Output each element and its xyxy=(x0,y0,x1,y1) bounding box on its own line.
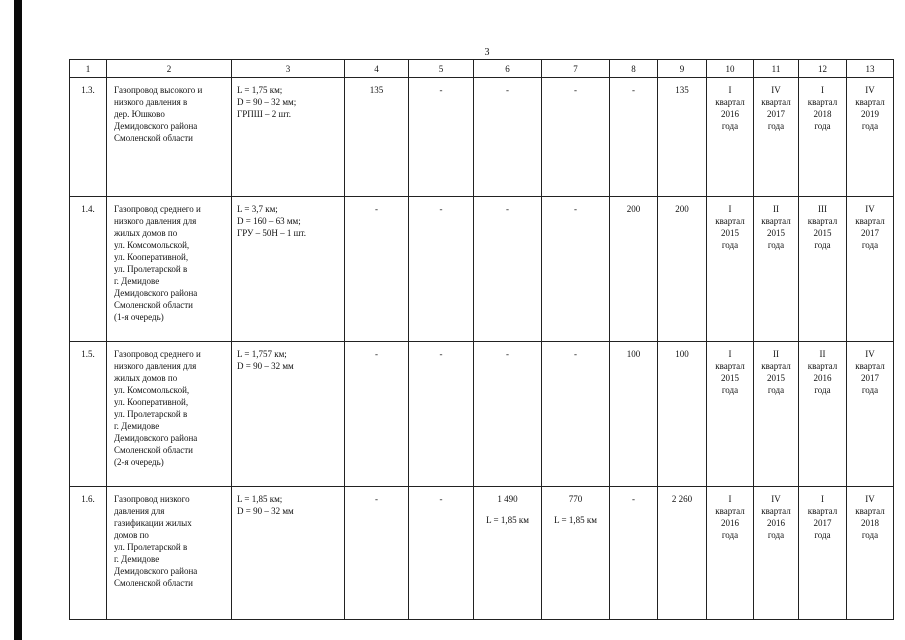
schedule-line: квартал xyxy=(855,361,885,371)
object-name-line: Смоленской области xyxy=(114,133,193,143)
schedule-line: квартал xyxy=(855,506,885,516)
value-cell-c7 xyxy=(542,342,610,487)
row-number: 1.4. xyxy=(70,197,107,342)
object-name-line: низкого давления для xyxy=(114,361,197,371)
object-name-line: Смоленской области xyxy=(114,300,193,310)
schedule-line: 2017 xyxy=(861,373,879,383)
header-cell: 10 xyxy=(707,60,754,78)
parameter-line: L = 1,757 км; xyxy=(237,349,287,359)
object-name-line: жилых домов по xyxy=(114,228,178,238)
object-name-line: Смоленской области xyxy=(114,445,193,455)
schedule-line: года xyxy=(861,121,879,131)
schedule-line: квартал xyxy=(715,216,745,226)
object-parameters xyxy=(232,342,345,487)
schedule-line: года xyxy=(861,385,879,395)
value-cell-c4: - xyxy=(345,197,409,342)
value-cell-c9: 200 xyxy=(658,197,707,342)
value-line: 1 490 xyxy=(497,494,518,504)
object-name-line: Демидовского района xyxy=(114,121,198,131)
header-cell: 8 xyxy=(610,60,658,78)
parameter-line: L = 3,7 км; xyxy=(237,204,278,214)
value-cell-c7 xyxy=(542,197,610,342)
value-cell-c8: 100 xyxy=(610,342,658,487)
schedule-line: 2015 xyxy=(721,373,739,383)
object-name-line: Смоленской области xyxy=(114,578,193,588)
object-name-line: ул. Кооперативной, xyxy=(114,252,189,262)
schedule-line: года xyxy=(861,530,879,540)
schedule-line: II xyxy=(773,204,779,214)
value-cell-c9: 135 xyxy=(658,78,707,197)
schedule-line: года xyxy=(721,240,739,250)
value-cell-c4: 135 xyxy=(345,78,409,197)
schedule-line: III xyxy=(818,204,827,214)
object-name-line: Демидовского района xyxy=(114,433,198,443)
value-cell-c7 xyxy=(542,487,610,620)
schedule-line: квартал xyxy=(807,361,838,371)
schedule-line: IV xyxy=(865,349,875,359)
schedule-line: года xyxy=(861,240,879,250)
schedule-line: II xyxy=(773,349,779,359)
value-line: - xyxy=(506,349,509,359)
schedule-line: квартал xyxy=(855,97,885,107)
value-cell-c8: 200 xyxy=(610,197,658,342)
schedule-line: IV xyxy=(865,85,875,95)
object-name-line: низкого давления в xyxy=(114,97,188,107)
schedule-line: 2015 xyxy=(767,373,785,383)
header-cell: 6 xyxy=(474,60,542,78)
table-row xyxy=(70,78,894,197)
object-name xyxy=(107,78,232,197)
schedule-line: года xyxy=(814,530,831,540)
row-number: 1.5. xyxy=(70,342,107,487)
schedule-line: квартал xyxy=(715,97,745,107)
table-row xyxy=(70,487,894,620)
schedule-cell-q10 xyxy=(707,487,754,620)
schedule-line: IV xyxy=(865,494,875,504)
schedule-cell-q13 xyxy=(847,487,894,620)
header-cell: 1 xyxy=(70,60,107,78)
schedule-line: года xyxy=(721,121,739,131)
schedule-line: 2016 xyxy=(721,109,739,119)
table-row xyxy=(70,197,894,342)
schedule-line: 2015 xyxy=(813,228,832,238)
value-cell-c8: - xyxy=(610,487,658,620)
object-name-line: давления для xyxy=(114,506,165,516)
schedule-line: I xyxy=(821,85,824,95)
schedule-line: I xyxy=(728,494,732,504)
schedule-line: 2016 xyxy=(813,373,832,383)
object-name-line: Демидовского района xyxy=(114,288,198,298)
schedule-line: I xyxy=(728,349,732,359)
schedule-cell-q12 xyxy=(799,487,847,620)
object-name-line: ул. Комсомольской, xyxy=(114,240,190,250)
object-name xyxy=(107,487,232,620)
object-name-line: жилых домов по xyxy=(114,373,178,383)
object-name-line: домов по xyxy=(114,530,149,540)
row-number: 1.6. xyxy=(70,487,107,620)
schedule-line: 2016 xyxy=(721,518,739,528)
object-name-line: г. Демидове xyxy=(114,421,160,431)
value-line: L = 1,85 км xyxy=(486,515,529,525)
schedule-line: 2017 xyxy=(861,228,879,238)
value-cell-c5: - xyxy=(409,197,474,342)
spacer xyxy=(542,505,609,514)
parameter-line: D = 90 – 32 мм; xyxy=(237,97,297,107)
schedule-line: квартал xyxy=(761,216,791,226)
value-line: - xyxy=(574,85,577,95)
schedule-line: 2019 xyxy=(861,109,879,119)
value-line: 770 xyxy=(568,494,583,504)
schedule-line: квартал xyxy=(807,506,838,516)
schedule-line: года xyxy=(721,530,739,540)
header-cell: 2 xyxy=(107,60,232,78)
object-name xyxy=(107,342,232,487)
header-cell: 4 xyxy=(345,60,409,78)
header-cell: 13 xyxy=(847,60,894,78)
value-cell-c5: - xyxy=(409,78,474,197)
object-name-line: дер. Юшково xyxy=(114,109,165,119)
header-cell: 11 xyxy=(754,60,799,78)
schedule-line: 2015 xyxy=(721,228,739,238)
value-cell-c9: 2 260 xyxy=(658,487,707,620)
value-cell-c6 xyxy=(474,197,542,342)
object-name-line: г. Демидове xyxy=(114,276,160,286)
schedule-line: квартал xyxy=(715,361,745,371)
parameter-line: D = 90 – 32 мм xyxy=(237,361,294,371)
header-row xyxy=(70,60,894,78)
object-name-line: ул. Комсомольской, xyxy=(114,385,190,395)
schedule-line: квартал xyxy=(715,506,745,516)
value-cell-c4: - xyxy=(345,342,409,487)
schedule-line: IV xyxy=(865,204,875,214)
schedule-cell-q10 xyxy=(707,78,754,197)
parameter-line: L = 1,75 км; xyxy=(237,85,283,95)
schedule-line: I xyxy=(728,85,732,95)
object-name-line: ул. Пролетарской в xyxy=(114,542,188,552)
object-name-line: Демидовского района xyxy=(114,566,198,576)
value-line: - xyxy=(506,204,509,214)
object-name-line: Газопровод среднего и xyxy=(114,349,201,359)
value-cell-c4: - xyxy=(345,487,409,620)
object-name-line: (2-я очередь) xyxy=(114,457,164,467)
schedule-line: IV xyxy=(771,494,781,504)
object-name-line: низкого давления для xyxy=(114,216,197,226)
schedule-table xyxy=(69,59,894,620)
schedule-cell-q11 xyxy=(754,78,799,197)
schedule-line: года xyxy=(767,240,785,250)
schedule-line: 2016 xyxy=(767,518,785,528)
schedule-line: года xyxy=(814,121,831,131)
value-line: - xyxy=(574,204,577,214)
object-name-line: Газопровод низкого xyxy=(114,494,190,504)
header-cell: 7 xyxy=(542,60,610,78)
schedule-line: года xyxy=(814,240,831,250)
object-parameters xyxy=(232,197,345,342)
object-name xyxy=(107,197,232,342)
value-cell-c8: - xyxy=(610,78,658,197)
schedule-line: 2018 xyxy=(861,518,879,528)
schedule-line: квартал xyxy=(761,97,791,107)
schedule-line: квартал xyxy=(807,216,838,226)
schedule-line: года xyxy=(814,385,831,395)
schedule-cell-q10 xyxy=(707,342,754,487)
schedule-line: I xyxy=(728,204,732,214)
schedule-line: 2018 xyxy=(813,109,832,119)
schedule-cell-q13 xyxy=(847,78,894,197)
schedule-line: года xyxy=(767,385,785,395)
object-name-line: (1-я очередь) xyxy=(114,312,164,322)
parameter-line: L = 1,85 км; xyxy=(237,494,283,504)
schedule-cell-q13 xyxy=(847,197,894,342)
value-cell-c6 xyxy=(474,487,542,620)
schedule-line: II xyxy=(819,349,826,359)
parameter-line: ГРПШ – 2 шт. xyxy=(237,109,291,119)
object-name-line: ул. Пролетарской в xyxy=(114,264,188,274)
page-number: 3 xyxy=(484,47,490,58)
header-cell: 5 xyxy=(409,60,474,78)
value-cell-c6 xyxy=(474,78,542,197)
value-cell-c5: - xyxy=(409,487,474,620)
schedule-cell-q12 xyxy=(799,78,847,197)
value-cell-c7 xyxy=(542,78,610,197)
object-parameters xyxy=(232,78,345,197)
schedule-cell-q11 xyxy=(754,342,799,487)
row-number: 1.3. xyxy=(70,78,107,197)
value-line: - xyxy=(574,349,577,359)
object-name-line: газификации жилых xyxy=(114,518,192,528)
parameter-line: D = 160 – 63 мм; xyxy=(237,216,301,226)
schedule-cell-q11 xyxy=(754,487,799,620)
header-cell: 9 xyxy=(658,60,707,78)
object-name-line: Газопровод среднего и xyxy=(114,204,201,214)
schedule-line: 2017 xyxy=(813,518,832,528)
value-line: - xyxy=(506,85,509,95)
schedule-line: года xyxy=(767,530,785,540)
schedule-line: I xyxy=(821,494,824,504)
schedule-cell-q11 xyxy=(754,197,799,342)
schedule-line: квартал xyxy=(761,361,791,371)
value-cell-c9: 100 xyxy=(658,342,707,487)
object-parameters xyxy=(232,487,345,620)
table-row xyxy=(70,342,894,487)
schedule-cell-q12 xyxy=(799,197,847,342)
header-cell: 3 xyxy=(232,60,345,78)
schedule-cell-q10 xyxy=(707,197,754,342)
schedule-cell-q13 xyxy=(847,342,894,487)
schedule-line: IV xyxy=(771,85,781,95)
schedule-line: 2015 xyxy=(767,228,785,238)
value-line: L = 1,85 км xyxy=(554,515,597,525)
header-cell: 12 xyxy=(799,60,847,78)
parameter-line: ГРУ – 50Н – 1 шт. xyxy=(237,228,307,238)
scan-edge-bar xyxy=(14,0,22,640)
schedule-line: года xyxy=(721,385,739,395)
schedule-cell-q12 xyxy=(799,342,847,487)
spacer xyxy=(474,505,541,514)
object-name-line: Газопровод высокого и xyxy=(114,85,203,95)
object-name-line: г. Демидове xyxy=(114,554,160,564)
object-name-line: ул. Пролетарской в xyxy=(114,409,188,419)
parameter-line: D = 90 – 32 мм xyxy=(237,506,294,516)
schedule-line: квартал xyxy=(807,97,838,107)
value-cell-c6 xyxy=(474,342,542,487)
table-body xyxy=(70,78,894,620)
schedule-line: 2017 xyxy=(767,109,785,119)
schedule-line: квартал xyxy=(855,216,885,226)
schedule-line: квартал xyxy=(761,506,791,516)
value-cell-c5: - xyxy=(409,342,474,487)
schedule-line: года xyxy=(767,121,785,131)
object-name-line: ул. Кооперативной, xyxy=(114,397,189,407)
